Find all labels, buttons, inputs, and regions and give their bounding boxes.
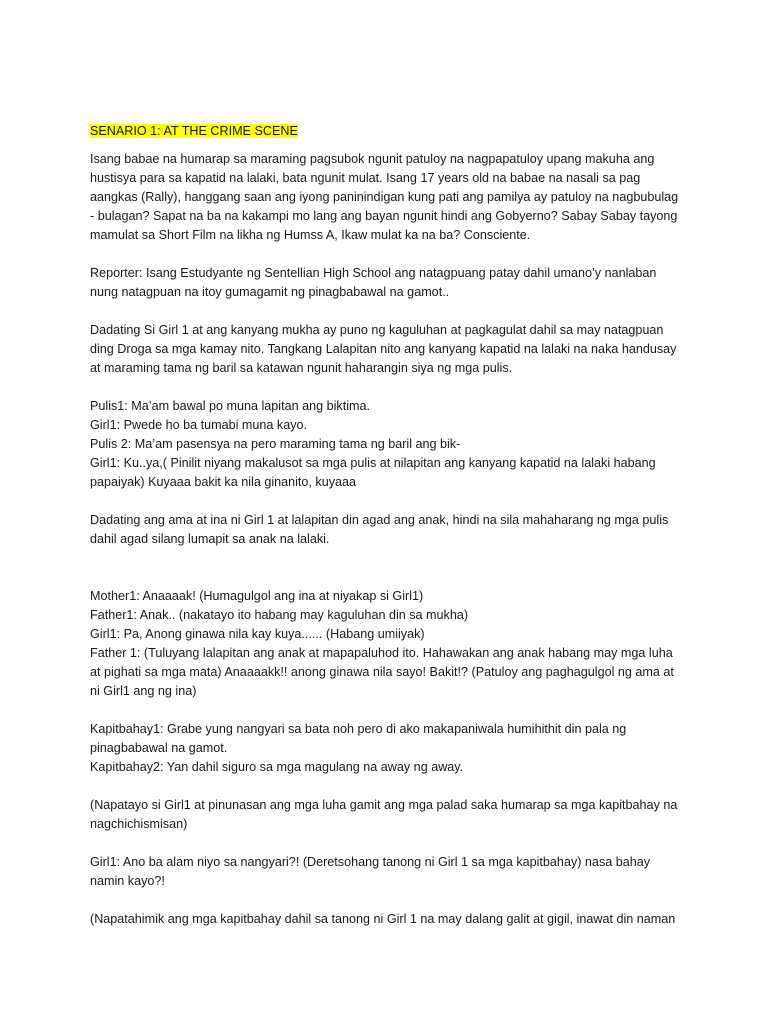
dialogue-kapitbahay2: Kapitbahay2: Yan dahil siguro sa mga magulang na away ng away. [90, 760, 464, 774]
parents-arrival-paragraph: Dadating ang ama at ina ni Girl 1 at lalapitan din agad ang anak, hindi na sila mahaharang ng mga pulis dahil agad silang lumapit sa anak na lalaki. [90, 513, 669, 546]
document-body [90, 122, 682, 948]
synopsis-paragraph: Isang babae na humarap sa maraming pagsubok ngunit patuloy na nagpapatuloy upang makuha ang hustisya para sa kapatid na lalaki, bata ngunit mulat. Isang 17 years old na babae na nasali sa pag aangkas (Rally), hanggang saan ang iyong paninindigan kung pati ang pamilya ay patuloy na nagbubulag - bulagan? Sapat na ba na kakampi mo lang ang bayan ngunit hindi ang Gobyerno? Sabay Sabay tayong mamulat sa Short Film na likha ng Humss A, Ikaw mulat ka na ba? Consciente. [90, 152, 679, 242]
dialogue-girl1-c: Girl1: Pa, Anong ginawa nila kay kuya...... (Habang umiiyak) [90, 627, 425, 641]
dialogue-father1-b: Father 1: (Tuluyang lalapitan ang anak at mapapaluhod ito. Hahawakan ang anak habang may mga luha at pighati sa mga mata) Anaaaakk!! anong ginawa nila sayo! Bakit!? (Patuloy ang paghagulgol ng ama at ni Girl1 ang ng ina) [90, 646, 674, 698]
dialogue-girl1-b: Girl1: Ku..ya,( Pinilit niyang makalusot sa mga pulis at nilapitan ang kanyang kapatid na lalaki habang papaiyak) Kuyaaa bakit ka nila ginanito, kuyaaa [90, 456, 656, 489]
dialogue-father1-a: Father1: Anak.. (nakatayo ito habang may kaguluhan din sa mukha) [90, 608, 469, 622]
stage-direction-neighbors-silent: (Napatahimik ang mga kapitbahay dahil sa tanong ni Girl 1 na may dalang galit at gigil, inawat din naman [90, 912, 676, 926]
girl1-arrival-paragraph: Dadating Si Girl 1 at ang kanyang mukha ay puno ng kaguluhan at pagkagulat dahil sa may natagpuan ding Droga sa mga kamay nito. Tangkang Lalapitan nito ang kanyang kapatid na lalaki na naka handusay at maraming tama ng baril sa katawan ngunit haharangin siya ng mga pulis. [90, 323, 677, 375]
dialogue-kapitbahay1: Kapitbahay1: Grabe yung nangyari sa bata noh pero di ako makapaniwala humihithit din pala ng pinagbabawal na gamot. [90, 722, 627, 755]
dialogue-girl1-a: Girl1: Pwede ho ba tumabi muna kayo. [90, 418, 308, 432]
stage-direction-girl1-stands: (Napatayo si Girl1 at pinunasan ang mga luha gamit ang mga palad saka humarap sa mga kapitbahay na nagchichismisan) [90, 798, 678, 831]
dialogue-pulis2: Pulis 2: Ma’am pasensya na pero maraming tama ng baril ang bik- [90, 437, 461, 451]
blank-line [90, 568, 682, 587]
scene-heading: SENARIO 1: AT THE CRIME SCENE [90, 124, 298, 138]
dialogue-girl1-d: Girl1: Ano ba alam niyo sa nangyari?! (Deretsohang tanong ni Girl 1 sa mga kapitbahay) nasa bahay namin kayo?! [90, 855, 651, 888]
dialogue-pulis1: Pulis1: Ma’am bawal po muna lapitan ang biktima. [90, 399, 371, 413]
reporter-line: Reporter: Isang Estudyante ng Sentellian High School ang natagpuang patay dahil umano’y nanlaban nung natagpuan na itoy gumagamit ng pinagbabawal na gamot.. [90, 266, 657, 299]
dialogue-mother1: Mother1: Anaaaak! (Humagulgol ang ina at niyakap si Girl1) [90, 589, 424, 603]
scene-heading-line [90, 122, 682, 141]
